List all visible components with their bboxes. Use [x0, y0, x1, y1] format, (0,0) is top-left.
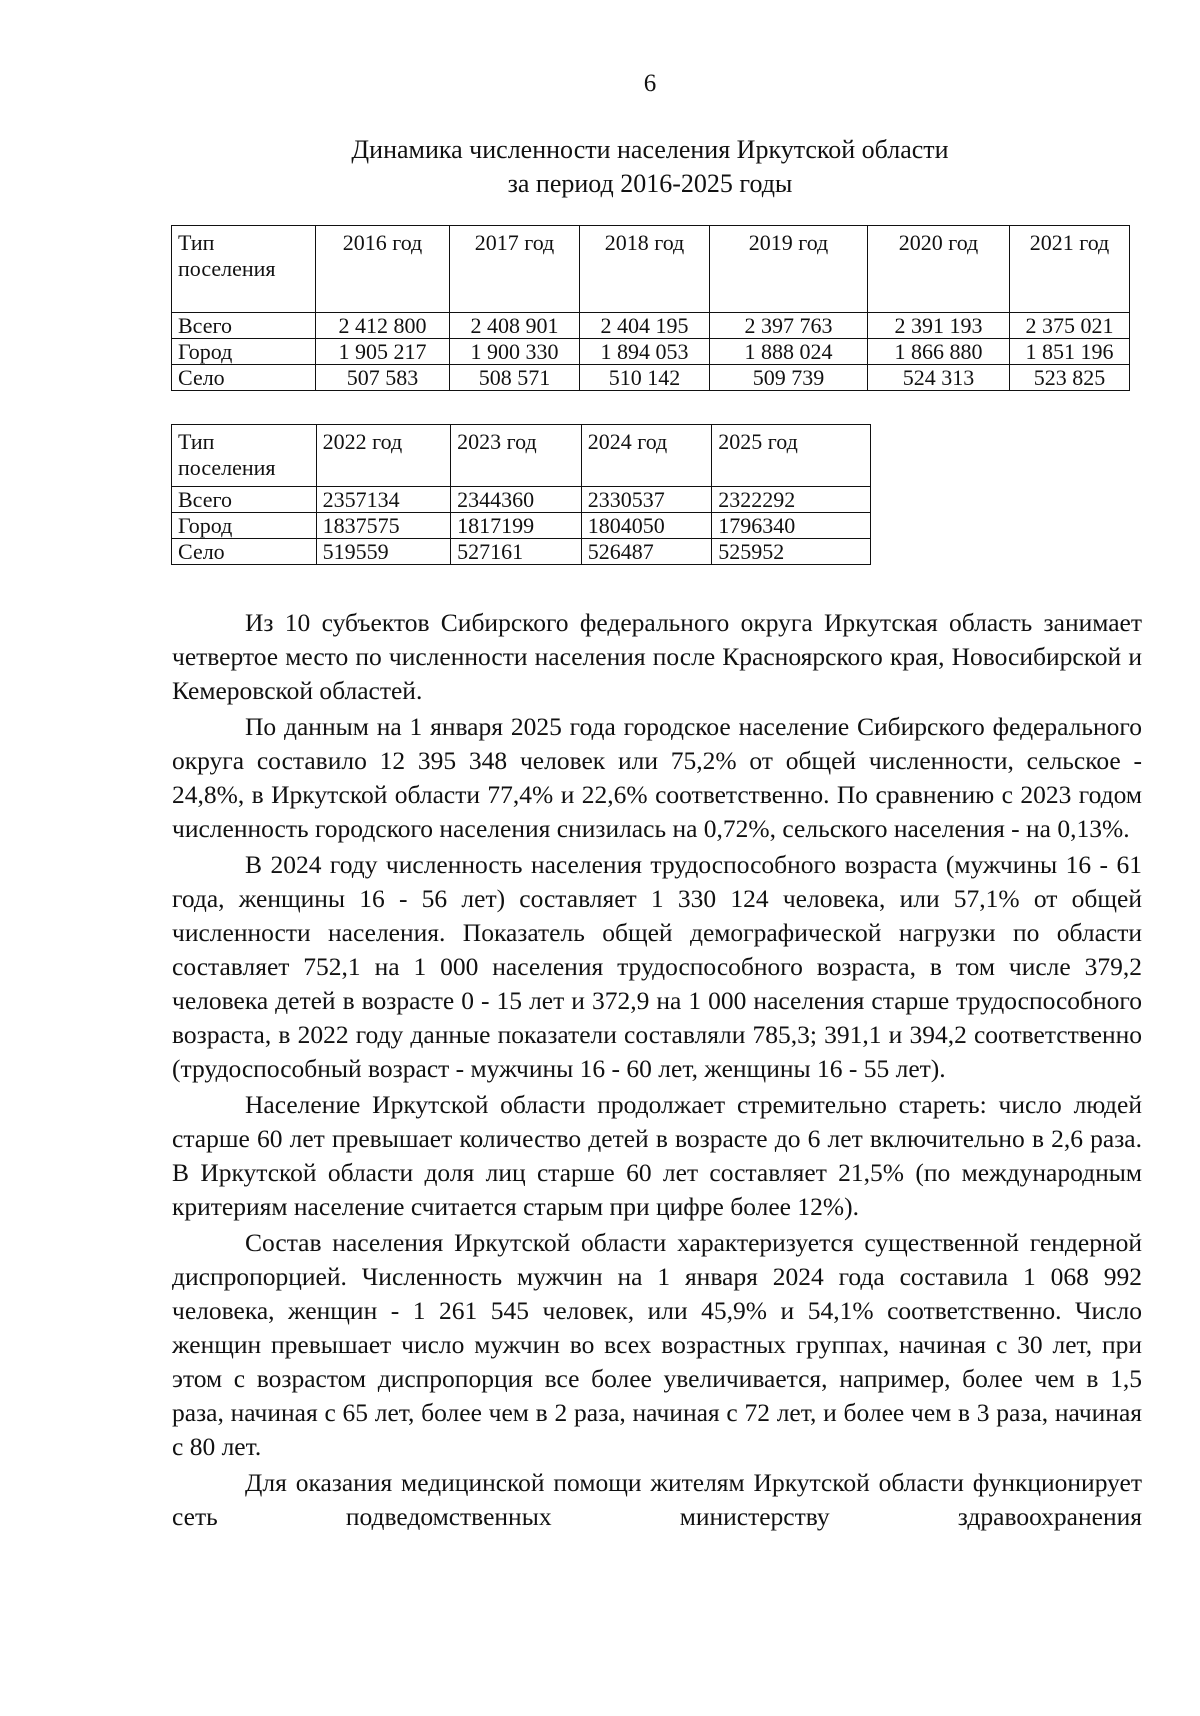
table-cell: 2 412 800 [316, 313, 450, 339]
table-cell: 1 866 880 [868, 339, 1010, 365]
title-line-1: Динамика численности населения Иркутской области [351, 135, 949, 164]
header-cell-year: 2022 год [316, 425, 451, 487]
title-line-2: за период 2016-2025 годы [507, 169, 793, 198]
table-cell: 2 391 193 [868, 313, 1010, 339]
header-cell-year: 2020 год [868, 226, 1010, 313]
population-table-2022-2025 [171, 424, 871, 565]
table-cell: 508 571 [450, 365, 580, 391]
table-row [172, 487, 871, 513]
table-cell: 1 905 217 [316, 339, 450, 365]
body-text [172, 606, 1142, 1536]
header-cell-type [172, 425, 317, 487]
table-cell: 526487 [581, 539, 712, 565]
table-cell: 2330537 [581, 487, 712, 513]
table-row [172, 513, 871, 539]
page-number: 6 [643, 70, 657, 97]
table-cell: 1837575 [316, 513, 451, 539]
table-row [172, 539, 871, 565]
table-header-row [172, 425, 871, 487]
paragraph: Из 10 субъектов Сибирского федерального округа Иркутская область занимает четвертое место по численности населения после Красноярского края, Новосибирской и Кемеровской областей. [172, 608, 1142, 705]
table-cell: 2 397 763 [710, 313, 868, 339]
table-cell: 2344360 [451, 487, 582, 513]
table-row [172, 365, 1130, 391]
document-title [50, 133, 1200, 201]
header-cell-year: 2023 год [451, 425, 582, 487]
header-cell-year: 2021 год [1010, 226, 1130, 313]
table-cell: 1 851 196 [1010, 339, 1130, 365]
header-label: Тип поселения [178, 230, 276, 281]
table-row [172, 339, 1130, 365]
header-cell-year: 2024 год [581, 425, 712, 487]
row-label: Город [172, 339, 316, 365]
table-cell: 509 739 [710, 365, 868, 391]
table-cell: 519559 [316, 539, 451, 565]
table-cell: 2 404 195 [580, 313, 710, 339]
table-cell: 527161 [451, 539, 582, 565]
table-cell: 2 408 901 [450, 313, 580, 339]
header-cell-year: 2016 год [316, 226, 450, 313]
table-cell: 2357134 [316, 487, 451, 513]
table-cell: 1 888 024 [710, 339, 868, 365]
row-label: Всего [172, 313, 316, 339]
table-cell: 1 894 053 [580, 339, 710, 365]
table-cell: 1817199 [451, 513, 582, 539]
table-cell: 1 900 330 [450, 339, 580, 365]
header-label: Тип поселения [178, 429, 276, 480]
header-cell-type [172, 226, 316, 313]
header-cell-year: 2018 год [580, 226, 710, 313]
table-cell: 525952 [712, 539, 871, 565]
row-label: Село [172, 539, 317, 565]
header-cell-year: 2019 год [710, 226, 868, 313]
table-row [172, 313, 1130, 339]
table-cell: 524 313 [868, 365, 1010, 391]
table-cell: 523 825 [1010, 365, 1130, 391]
row-label: Всего [172, 487, 317, 513]
table-header-row [172, 226, 1130, 313]
population-table-2016-2021 [171, 225, 1130, 391]
paragraph: По данным на 1 января 2025 года городское население Сибирского федерального округа составило 12 395 348 человек или 75,2% от общей численности, сельское - 24,8%, в Иркутской области 77,4% и 22,6% соответственно. По сравнению с 2023 годом численность городского населения снизилась на 0,72%, сельского населения - на 0,13%. [172, 712, 1142, 843]
row-label: Город [172, 513, 317, 539]
table-cell: 510 142 [580, 365, 710, 391]
paragraph: В 2024 году численность населения трудоспособного возраста (мужчины 16 - 61 года, женщины 16 - 56 лет) составляет 1 330 124 человека, или 57,1% от общей численности населения. Показатель общей демографической нагрузки по области составляет 752,1 на 1 000 населения трудоспособного возраста, в том числе 379,2 человека детей в возрасте 0 - 15 лет и 372,9 на 1 000 населения старше трудоспособного возраста, в 2022 году данные показатели составляли 785,3; 391,1 и 394,2 соответственно (трудоспособный возраст - мужчины 16 - 60 лет, женщины 16 - 55 лет). [172, 850, 1142, 1083]
table-cell: 1804050 [581, 513, 712, 539]
paragraph: Для оказания медицинской помощи жителям Иркутской области функционирует сеть подведомственных министерству здравоохранения [172, 1468, 1142, 1531]
table-cell: 1796340 [712, 513, 871, 539]
table-cell: 507 583 [316, 365, 450, 391]
header-cell-year: 2025 год [712, 425, 871, 487]
table-cell: 2322292 [712, 487, 871, 513]
paragraph: Население Иркутской области продолжает стремительно стареть: число людей старше 60 лет превышает количество детей в возрасте до 6 лет включительно в 2,6 раза. В Иркутской области доля лиц старше 60 лет составляет 21,5% (по международным критериям население считается старым при цифре более 12%). [172, 1090, 1142, 1221]
header-cell-year: 2017 год [450, 226, 580, 313]
paragraph: Состав населения Иркутской области характеризуется существенной гендерной диспропорцией. Численность мужчин на 1 января 2024 года составила 1 068 992 человека, женщин - 1 261 545 человек, или 45,9% и 54,1% соответственно. Число женщин превышает число мужчин во всех возрастных группах, начиная с 30 лет, при этом с возрастом диспропорция все более увеличивается, например, более чем в 1,5 раза, начиная с 65 лет, более чем в 2 раза, начиная с 72 лет, и более чем в 3 раза, начиная с 80 лет. [172, 1228, 1142, 1461]
table-cell: 2 375 021 [1010, 313, 1130, 339]
row-label: Село [172, 365, 316, 391]
